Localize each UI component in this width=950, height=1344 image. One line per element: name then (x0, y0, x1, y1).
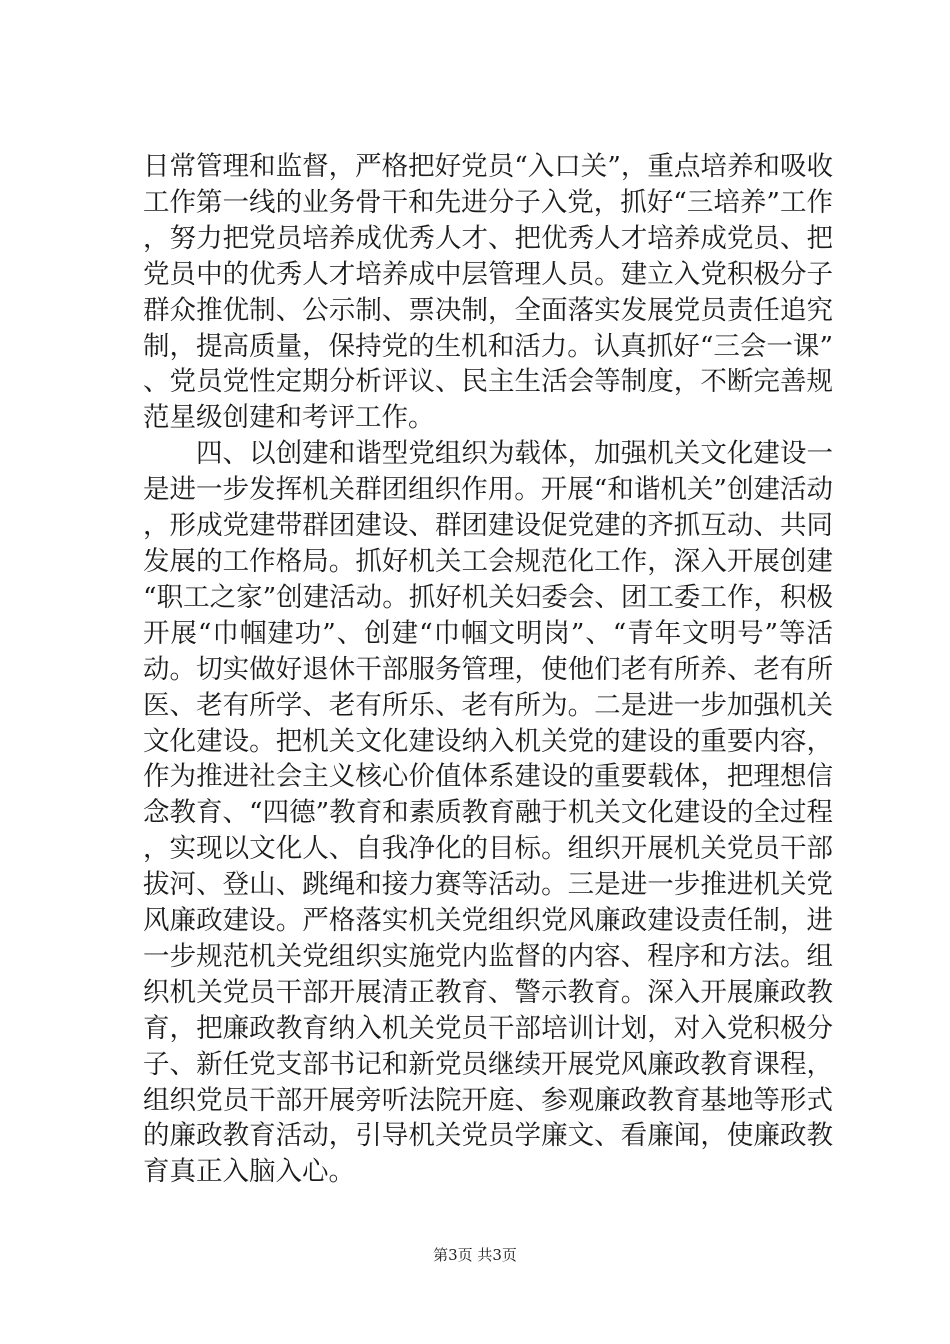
page-number-footer: 第3页 共3页 (433, 1246, 517, 1264)
paragraph-continuation: 日常管理和监督，严格把好党员“入口关”，重点培养和吸收工作第一线的业务骨干和先进分子入党，抓好“三培养”工作，努力把党员培养成优秀人才、把优秀人才培养成党员、把党员中的优秀人才培养成中层管理人员。建立入党积极分子群众推优制、公示制、票决制，全面落实发展党员责任追究制，提高质量，保持党的生机和活力。认真抓好“三会一课”、党员党性定期分析评议、民主生活会等制度，不断完善规范星级创建和考评工作。 (143, 151, 833, 434)
paragraph-section-four: 四、以创建和谐型党组织为载体，加强机关文化建设一是进一步发挥机关群团组织作用。开展“和谐机关”创建活动，形成党建带群团建设、群团建设促党建的齐抓互动、共同发展的工作格局。抓好机关工会规范化工作，深入开展创建“职工之家”创建活动。抓好机关妇委会、团工委工作，积极开展“巾帼建功”、创建“巾帼文明岗”、“青年文明号”等活动。切实做好退休干部服务管理，使他们老有所养、老有所医、老有所学、老有所乐、老有所为。二是进一步加强机关文化建设。把机关文化建设纳入机关党的建设的重要内容，作为推进社会主义核心价值体系建设的重要载体，把理想信念教育、“四德”教育和素质教育融于机关文化建设的全过程，实现以文化人、自我净化的目标。组织开展机关党员干部拔河、登山、跳绳和接力赛等活动。三是进一步推进机关党风廉政建设。严格落实机关党组织党风廉政建设责任制，进一步规范机关党组织实施党内监督的内容、程序和方法。组织机关党员干部开展清正教育、警示教育。深入开展廉政教育，把廉政教育纳入机关党员干部培训计划，对入党积极分子、新任党支部书记和新党员继续开展党风廉政教育课程，组织党员干部开展旁听法院开庭、参观廉政教育基地等形式的廉政教育活动，引导机关党员学廉文、看廉闻，使廉政教育真正入脑入心。 (143, 438, 833, 1188)
document-body (143, 149, 833, 1190)
